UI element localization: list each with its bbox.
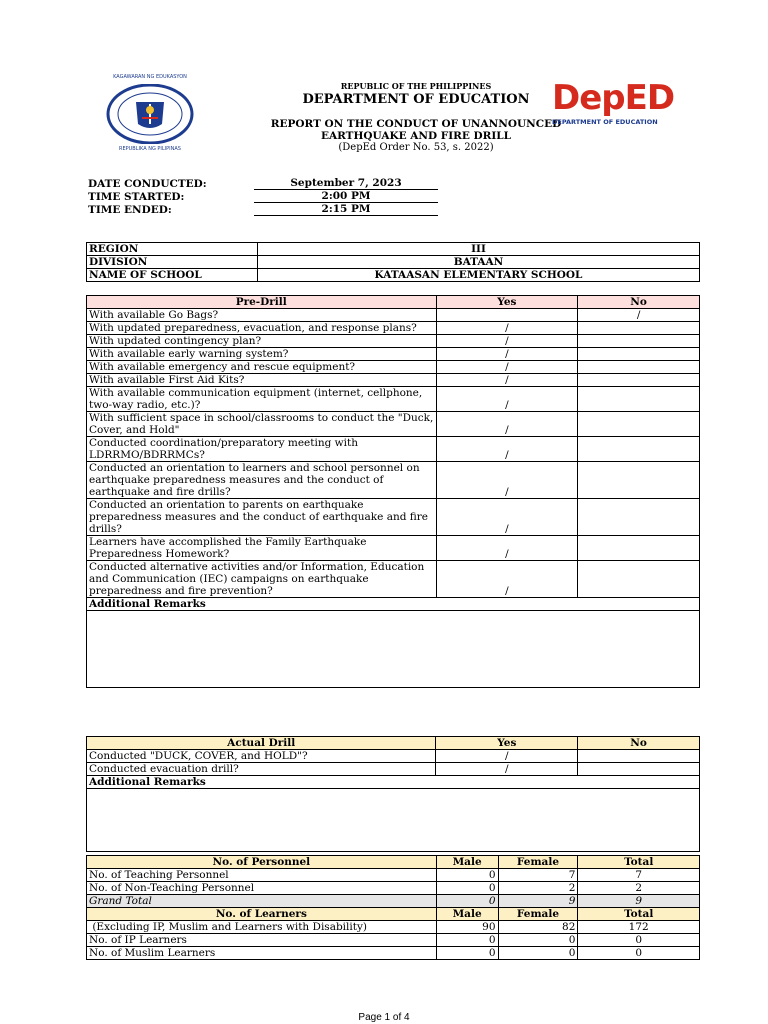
actual-row bbox=[87, 763, 700, 776]
predrill-no-cell[interactable] bbox=[578, 348, 700, 361]
predrill-no-cell[interactable] bbox=[578, 499, 700, 536]
predrill-yes-cell[interactable]: / bbox=[436, 561, 578, 598]
predrill-no-header: No bbox=[578, 296, 700, 309]
predrill-row bbox=[87, 499, 700, 536]
predrill-yes-cell[interactable]: / bbox=[436, 348, 578, 361]
personnel-male: 0 bbox=[436, 882, 498, 895]
predrill-row bbox=[87, 561, 700, 598]
predrill-yes-cell[interactable]: / bbox=[436, 374, 578, 387]
page-number: Page 1 of 4 bbox=[358, 1012, 410, 1023]
predrill-yes-cell[interactable]: / bbox=[436, 536, 578, 561]
actual-question: Conducted evacuation drill? bbox=[87, 763, 436, 776]
personnel-header: No. of Personnel bbox=[87, 856, 437, 869]
predrill-question: With available early warning system? bbox=[87, 348, 437, 361]
school-value: KATAASAN ELEMENTARY SCHOOL bbox=[258, 269, 700, 282]
seal-text-top: KAGAWARAN NG EDUKASYON bbox=[113, 74, 187, 80]
learners-male-header: Male bbox=[436, 908, 498, 921]
actual-drill-table bbox=[86, 736, 700, 852]
predrill-row bbox=[87, 322, 700, 335]
predrill-header: Pre-Drill bbox=[87, 296, 437, 309]
division-value: BATAAN bbox=[258, 256, 700, 269]
school-info-table bbox=[86, 242, 700, 282]
grand-total-female: 9 bbox=[498, 895, 578, 908]
predrill-question: With updated contingency plan? bbox=[87, 335, 437, 348]
personnel-male: 0 bbox=[436, 869, 498, 882]
learners-female: 0 bbox=[498, 934, 578, 947]
actual-header: Actual Drill bbox=[87, 737, 436, 750]
predrill-yes-cell[interactable]: / bbox=[436, 437, 578, 462]
predrill-yes-header: Yes bbox=[436, 296, 578, 309]
seal-text-bottom: REPUBLIKA NG PILIPINAS bbox=[119, 146, 181, 152]
region-value: III bbox=[258, 243, 700, 256]
predrill-no-cell[interactable] bbox=[578, 412, 700, 437]
personnel-total-header: Total bbox=[578, 856, 700, 869]
predrill-row bbox=[87, 361, 700, 374]
learners-total: 0 bbox=[578, 934, 700, 947]
predrill-question: Learners have accomplished the Family Earthquake Preparedness Homework? bbox=[87, 536, 437, 561]
grand-total-label: Grand Total bbox=[87, 895, 437, 908]
counts-table bbox=[86, 855, 700, 960]
personnel-total: 2 bbox=[578, 882, 700, 895]
predrill-yes-cell[interactable]: / bbox=[436, 412, 578, 437]
predrill-yes-cell[interactable]: / bbox=[436, 462, 578, 499]
predrill-no-cell[interactable] bbox=[578, 387, 700, 412]
predrill-row bbox=[87, 437, 700, 462]
predrill-question: Conducted alternative activities and/or Information, Education and Communication (IEC) campaigns on earthquake preparedness and fire prevention? bbox=[87, 561, 437, 598]
report-title-line2: EARTHQUAKE AND FIRE DRILL bbox=[320, 130, 512, 142]
predrill-question: With available Go Bags? bbox=[87, 309, 437, 322]
date-value: September 7, 2023 bbox=[254, 177, 438, 190]
predrill-question: With sufficient space in school/classrooms to conduct the "Duck, Cover, and Hold" bbox=[87, 412, 437, 437]
personnel-female: 2 bbox=[498, 882, 578, 895]
personnel-female-header: Female bbox=[498, 856, 578, 869]
schedule-info bbox=[86, 177, 438, 216]
personnel-male-header: Male bbox=[436, 856, 498, 869]
predrill-question: With updated preparedness, evacuation, and response plans? bbox=[87, 322, 437, 335]
order-reference: (DepEd Order No. 53, s. 2022) bbox=[338, 142, 494, 153]
deped-logo-subtitle: DEPARTMENT OF EDUCATION bbox=[552, 118, 658, 126]
actual-yes-cell[interactable]: / bbox=[436, 750, 578, 763]
department-heading: DEPARTMENT OF EDUCATION bbox=[302, 92, 530, 107]
date-label: DATE CONDUCTED: bbox=[88, 177, 207, 190]
start-label: TIME STARTED: bbox=[88, 190, 185, 203]
school-label: NAME OF SCHOOL bbox=[87, 269, 258, 282]
actual-yes-header: Yes bbox=[436, 737, 578, 750]
predrill-no-cell[interactable] bbox=[578, 561, 700, 598]
predrill-no-cell[interactable] bbox=[578, 361, 700, 374]
actual-no-cell[interactable] bbox=[578, 750, 700, 763]
predrill-question: With available communication equipment (internet, cellphone, two-way radio, etc.)? bbox=[87, 387, 437, 412]
personnel-total: 7 bbox=[578, 869, 700, 882]
predrill-no-cell[interactable] bbox=[578, 462, 700, 499]
republic-heading: REPUBLIC OF THE PHILIPPINES bbox=[340, 81, 492, 91]
predrill-yes-cell[interactable]: / bbox=[436, 335, 578, 348]
learners-row-label: No. of IP Learners bbox=[87, 934, 437, 947]
grand-total-total: 9 bbox=[578, 895, 700, 908]
learners-male: 0 bbox=[436, 934, 498, 947]
predrill-row bbox=[87, 536, 700, 561]
deped-seal-logo bbox=[106, 84, 194, 144]
end-value: 2:15 PM bbox=[254, 203, 438, 216]
predrill-yes-cell[interactable]: / bbox=[436, 361, 578, 374]
learners-male: 90 bbox=[436, 921, 498, 934]
learners-row-label: (Excluding IP, Muslim and Learners with Disability) bbox=[87, 921, 437, 934]
actual-yes-cell[interactable]: / bbox=[436, 763, 578, 776]
grand-total-male: 0 bbox=[436, 895, 498, 908]
start-value: 2:00 PM bbox=[254, 190, 438, 203]
predrill-yes-cell[interactable] bbox=[436, 309, 578, 322]
region-label: REGION bbox=[87, 243, 258, 256]
predrill-question: Conducted coordination/preparatory meeting with LDRRMO/BDRRMCs? bbox=[87, 437, 437, 462]
predrill-question: Conducted an orientation to learners and school personnel on earthquake preparedness measures and the conduct of earthquake and fire drills? bbox=[87, 462, 437, 499]
report-title-line1: REPORT ON THE CONDUCT OF UNANNOUNCED bbox=[270, 118, 562, 130]
predrill-yes-cell[interactable]: / bbox=[436, 322, 578, 335]
personnel-row-label: No. of Non-Teaching Personnel bbox=[87, 882, 437, 895]
learners-total-header: Total bbox=[578, 908, 700, 921]
predrill-remarks-label: Additional Remarks bbox=[87, 598, 700, 611]
learners-total: 172 bbox=[578, 921, 700, 934]
learners-header: No. of Learners bbox=[87, 908, 437, 921]
predrill-row bbox=[87, 335, 700, 348]
predrill-no-cell[interactable]: / bbox=[578, 309, 700, 322]
predrill-row bbox=[87, 462, 700, 499]
division-label: DIVISION bbox=[87, 256, 258, 269]
predrill-no-cell[interactable] bbox=[578, 322, 700, 335]
predrill-row bbox=[87, 412, 700, 437]
predrill-remarks-box[interactable] bbox=[87, 611, 700, 688]
predrill-row bbox=[87, 309, 700, 322]
learners-male: 0 bbox=[436, 947, 498, 960]
learners-female: 82 bbox=[498, 921, 578, 934]
actual-no-header: No bbox=[578, 737, 700, 750]
actual-remarks-box[interactable] bbox=[87, 789, 700, 852]
predrill-no-cell[interactable] bbox=[578, 437, 700, 462]
actual-question: Conducted "DUCK, COVER, and HOLD"? bbox=[87, 750, 436, 763]
predrill-yes-cell[interactable]: / bbox=[436, 387, 578, 412]
deped-logo-text: DepED bbox=[552, 78, 675, 118]
learners-female: 0 bbox=[498, 947, 578, 960]
learners-female-header: Female bbox=[498, 908, 578, 921]
predrill-question: Conducted an orientation to parents on earthquake preparedness measures and the conduct of earthquake and fire drills? bbox=[87, 499, 437, 536]
personnel-female: 7 bbox=[498, 869, 578, 882]
predrill-row bbox=[87, 374, 700, 387]
actual-row bbox=[87, 750, 700, 763]
learners-total: 0 bbox=[578, 947, 700, 960]
actual-remarks-label: Additional Remarks bbox=[87, 776, 700, 789]
personnel-row-label: No. of Teaching Personnel bbox=[87, 869, 437, 882]
learners-row-label: No. of Muslim Learners bbox=[87, 947, 437, 960]
predrill-question: With available emergency and rescue equipment? bbox=[87, 361, 437, 374]
predrill-row bbox=[87, 348, 700, 361]
predrill-yes-cell[interactable]: / bbox=[436, 499, 578, 536]
end-label: TIME ENDED: bbox=[88, 203, 172, 216]
predrill-table bbox=[86, 295, 700, 688]
predrill-no-cell[interactable] bbox=[578, 335, 700, 348]
deped-logo bbox=[552, 78, 674, 138]
predrill-no-cell[interactable] bbox=[578, 374, 700, 387]
predrill-no-cell[interactable] bbox=[578, 536, 700, 561]
predrill-question: With available First Aid Kits? bbox=[87, 374, 437, 387]
predrill-row bbox=[87, 387, 700, 412]
actual-no-cell[interactable] bbox=[578, 763, 700, 776]
